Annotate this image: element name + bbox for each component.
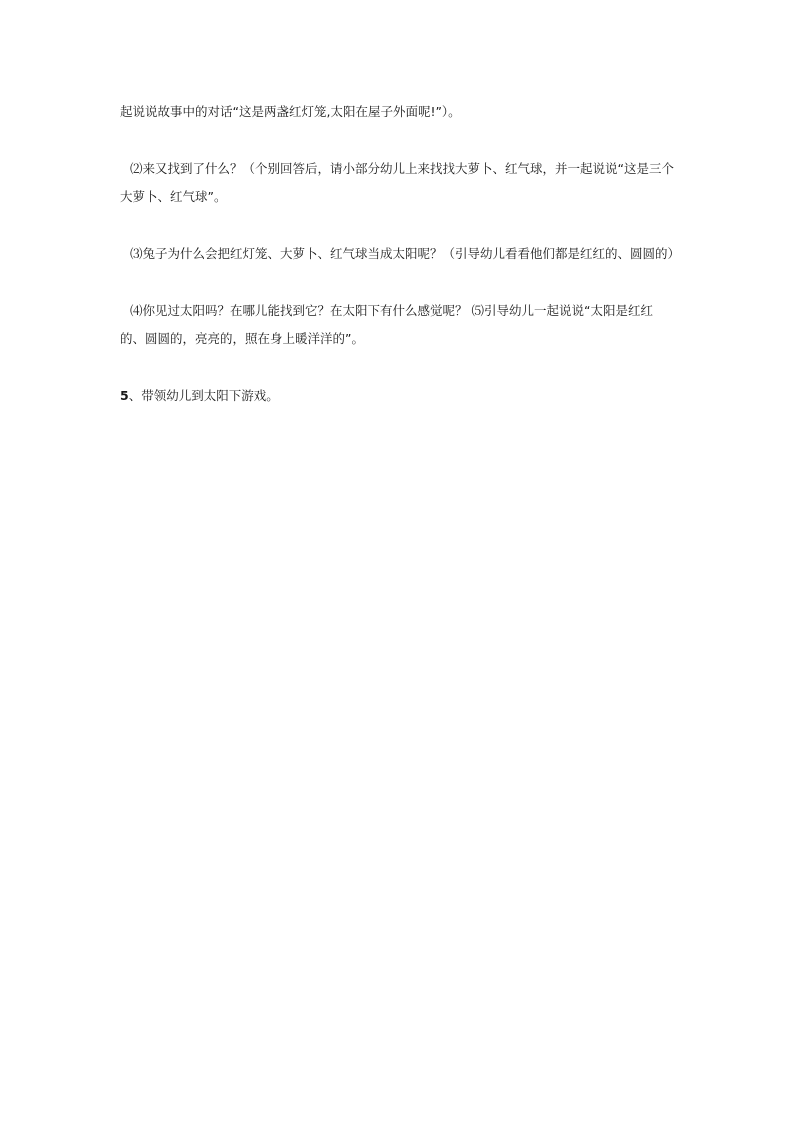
paragraph-question-3: ⑶兔子为什么会把红灯笼、大萝卜、红气球当成太阳呢？（引导幼儿看看他们都是红红的、圆圆的） (130, 246, 681, 261)
step-5 (120, 382, 676, 410)
paragraph-question-2: ⑵来又找到了什么？（个别回答后，请小部分幼儿上来找找大萝卜、红气球，并一起说说“这是三个大萝卜、红气球”。 (120, 161, 674, 204)
step-5-number: 5 (120, 388, 129, 403)
paragraph-dialogue: 起说说故事中的对话“这是两盏红灯笼,太阳在屋子外面呢!”）。 (120, 104, 461, 119)
step-5-text: 、带领幼儿到太阳下游戏。 (128, 388, 279, 403)
paragraph-question-4-5: ⑷你见过太阳吗？在哪儿能找到它？在太阳下有什么感觉呢？ ⑸引导幼儿一起说说“太阳是红红的、圆圆的，亮亮的，照在身上暖洋洋的”。 (120, 303, 653, 346)
document-body (120, 98, 681, 410)
